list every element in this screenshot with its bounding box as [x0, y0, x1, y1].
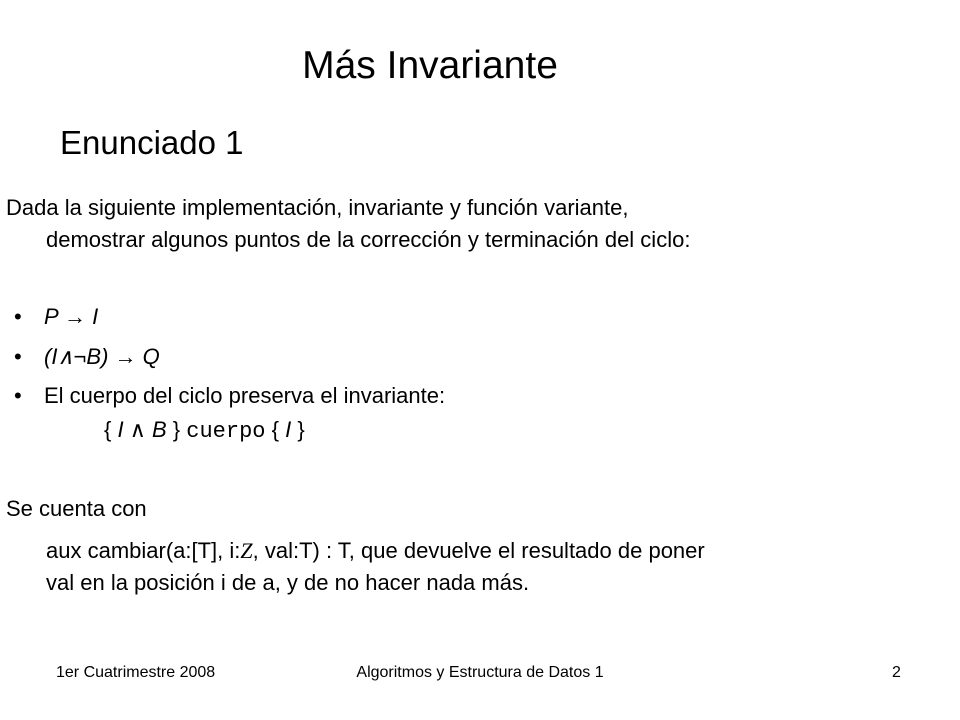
intro-line-2: demostrar algunos puntos de la corrección y terminación del ciclo:: [46, 227, 691, 252]
hoare-pre-guard: B: [151, 417, 167, 442]
intro-line-1: Dada la siguiente implementación, invariante y función variante,: [6, 195, 629, 220]
hoare-triple: [104, 415, 305, 447]
hoare-post-invariant: I: [285, 417, 292, 442]
integer-set-symbol: Z: [240, 538, 253, 563]
bullet-item-body-preserves: [14, 381, 445, 411]
bullet-marker: •: [14, 344, 22, 369]
bullet-item-p-implies-i: [14, 302, 98, 332]
bullet-text: P → I: [44, 304, 99, 329]
footer-course-name: Algoritmos y Estructura de Datos 1: [356, 664, 604, 681]
slide-subtitle: Enunciado 1: [60, 124, 244, 161]
bullet-item-exit-condition: [14, 342, 160, 372]
hoare-body-code: cuerpo: [186, 419, 266, 444]
hoare-close-brace: }: [172, 417, 181, 442]
bullet-marker: •: [14, 383, 22, 408]
slide-title: Más Invariante: [302, 44, 558, 87]
footer-page-number: 2: [892, 664, 901, 681]
bullet-text: (I∧¬B) → Q: [44, 344, 160, 369]
aux-description-line-1: [46, 536, 705, 566]
hoare-open-brace: {: [104, 417, 112, 442]
hoare-post-open-brace: {: [271, 417, 279, 442]
se-cuenta-con-text: Se cuenta con: [6, 496, 147, 521]
aux-description-line-2: val en la posición i de a, y de no hacer nada más.: [46, 570, 530, 595]
bullet-marker: •: [14, 304, 22, 329]
hoare-pre-invariant: I: [117, 417, 124, 442]
hoare-post-close-brace: }: [297, 417, 305, 442]
footer-course-term: 1er Cuatrimestre 2008: [56, 664, 216, 681]
aux-signature-end: , val:T) : T, que devuelve el resultado de poner: [252, 538, 705, 563]
bullet-text: El cuerpo del ciclo preserva el invariante:: [44, 383, 446, 408]
aux-signature-start: aux cambiar(a:[T], i:: [46, 538, 241, 563]
hoare-and-symbol: ∧: [129, 417, 146, 442]
